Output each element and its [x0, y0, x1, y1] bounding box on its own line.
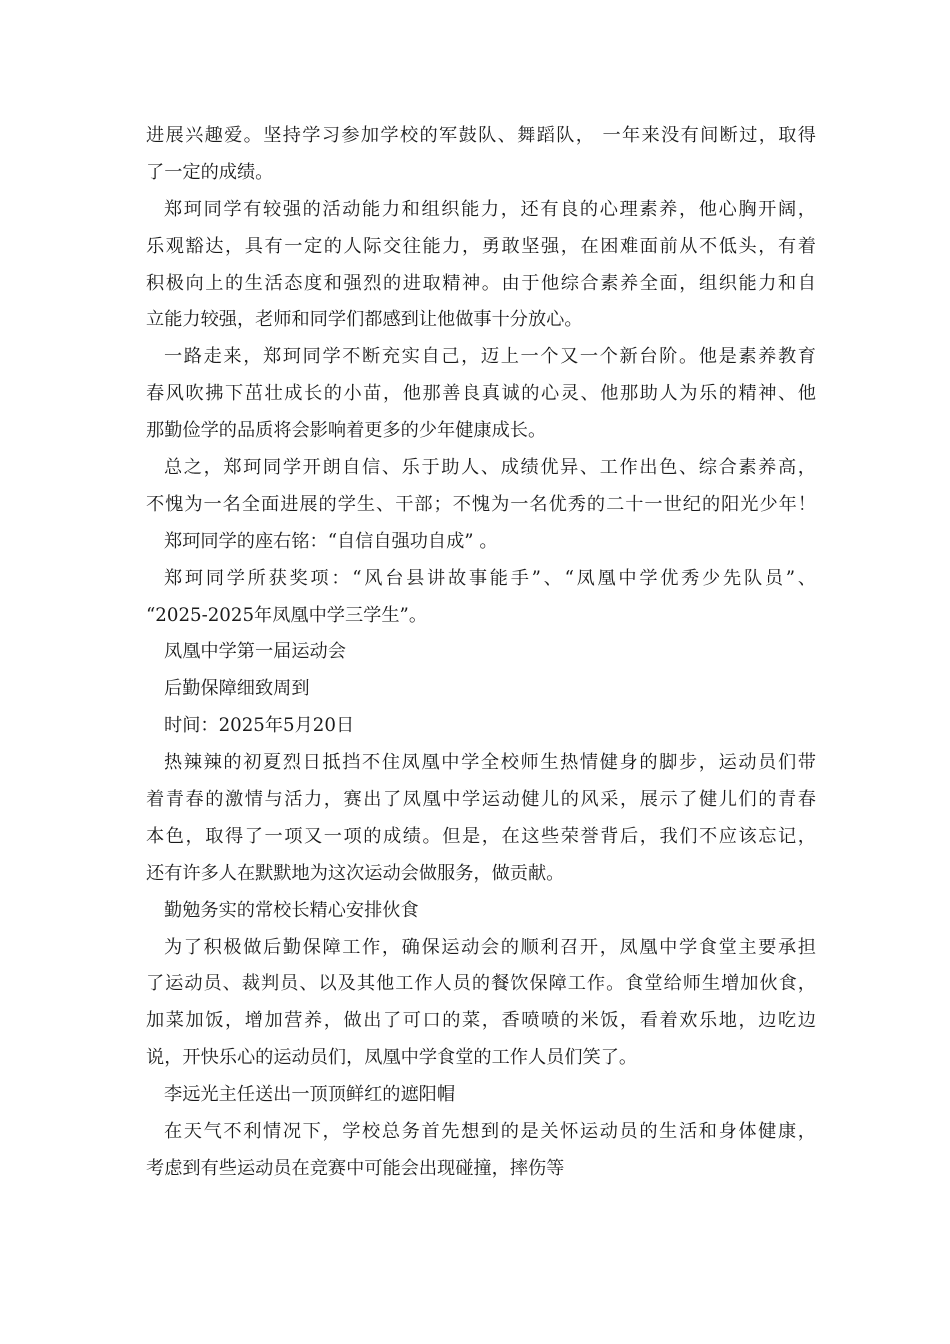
- text-line: 还有许多人在默默地为这次运动会做服务，做贡献。: [146, 862, 565, 884]
- text-line: 那勤俭学的品质将会影响着更多的少年健康成长。: [146, 420, 547, 442]
- text-line: 时间：2025年5月20日: [164, 715, 355, 737]
- text-line: 立能力较强，老师和同学们都感到让他做事十分放心。: [146, 309, 583, 331]
- text-line: 春风吹拂下茁壮成长的小苗，他那善良真诚的心灵、他那助人为乐的精神、他: [146, 383, 816, 405]
- text-line: 为了积极做后勤保障工作，确保运动会的顺利召开，凤凰中学食堂主要承担: [164, 936, 816, 958]
- text-line: 说，开快乐心的运动员们，凤凰中学食堂的工作人员们笑了。: [146, 1047, 638, 1069]
- text-line: 考虑到有些运动员在竞赛中可能会出现碰撞，摔伤等: [146, 1157, 565, 1179]
- text-line: 本色，取得了一项又一项的成绩。但是，在这些荣誉背后，我们不应该忘记，: [146, 825, 816, 847]
- text-line: 在天气不利情况下，学校总务首先想到的是关怀运动员的生活和身体健康，: [164, 1121, 816, 1143]
- text-line: “2025-2025年凤凰中学三学生”。: [146, 604, 428, 626]
- text-line: 一路走来，郑珂同学不断充实自己，迈上一个又一个新台阶。他是素养教育: [164, 346, 816, 368]
- text-line: 勤勉务实的常校长精心安排伙食: [164, 899, 419, 921]
- text-line: 不愧为一名全面进展的学生、干部；不愧为一名优秀的二十一世纪的阳光少年！: [146, 493, 816, 515]
- text-line: 凤凰中学第一届运动会: [164, 641, 346, 663]
- text-line: 了运动员、裁判员、以及其他工作人员的餐饮保障工作。食堂给师生增加伙食，: [146, 973, 816, 995]
- text-line: 后勤保障细致周到: [164, 678, 310, 700]
- text-line: 积极向上的生活态度和强烈的进取精神。由于他综合素养全面，组织能力和自: [146, 272, 816, 294]
- text-line: 乐观豁达，具有一定的人际交往能力，勇敢坚强，在困难面前从不低头，有着: [146, 235, 816, 257]
- text-line: 加菜加饭，增加营养，做出了可口的菜，香喷喷的米饭，看着欢乐地，边吃边: [146, 1010, 816, 1032]
- text-line: 郑珂同学的座右铭：“自信自强功自成” 。: [164, 530, 498, 552]
- text-line: 着青春的激情与活力，赛出了凤凰中学运动健儿的风采，展示了健儿们的青春: [146, 789, 816, 811]
- text-line: 总之，郑珂同学开朗自信、乐于助人、成绩优异、工作出色、综合素养高，: [164, 457, 816, 479]
- text-line: 李远光主任送出一顶顶鲜红的遮阳帽: [164, 1084, 456, 1106]
- text-line: 进展兴趣爱。坚持学习参加学校的军鼓队、舞蹈队， 一年来没有间断过，取得: [146, 125, 816, 146]
- text-line: 郑珂同学有较强的活动能力和组织能力，还有良的心理素养，他心胸开阔，: [164, 198, 816, 220]
- document-page: [146, 118, 816, 1188]
- text-line: 热辣辣的初夏烈日抵挡不住凤凰中学全校师生热情健身的脚步，运动员们带: [164, 752, 816, 774]
- text-line: 郑珂同学所获奖项：“风台县讲故事能手”、“凤凰中学优秀少先队员”、: [164, 567, 816, 589]
- text-line: 了一定的成绩。: [146, 161, 274, 183]
